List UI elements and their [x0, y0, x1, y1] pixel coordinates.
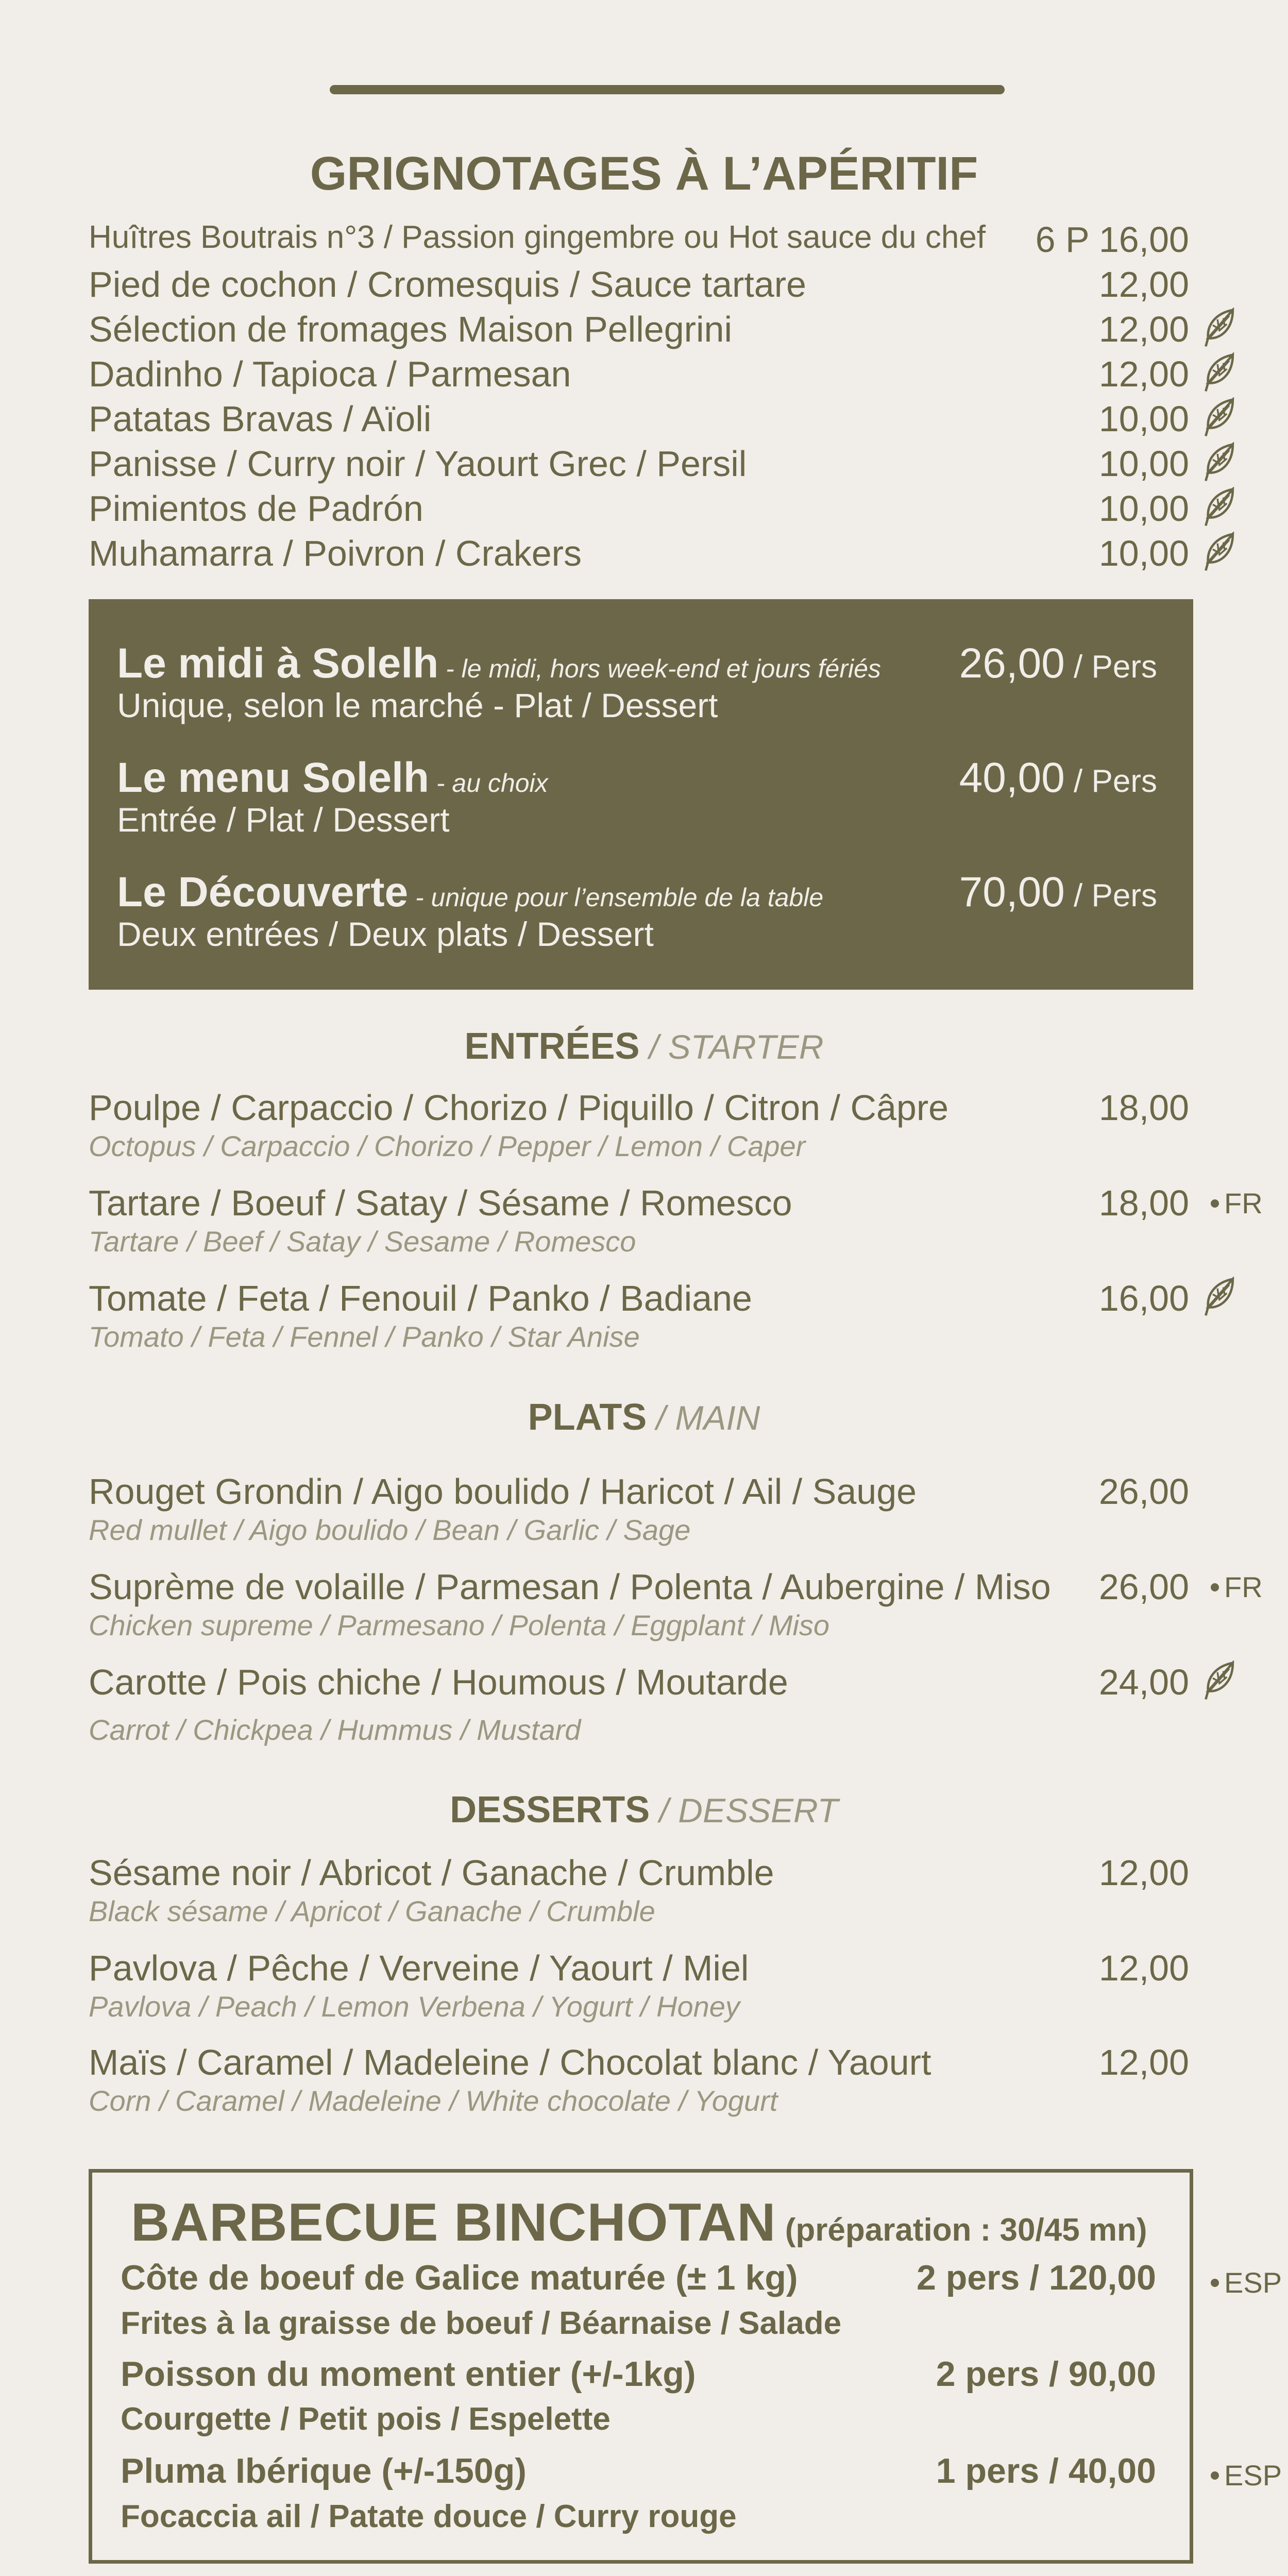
item-price: 12,00 — [1098, 354, 1189, 394]
item-name: Muhamarra / Poivron / Crakers — [89, 533, 582, 573]
aperitif-item — [89, 533, 1189, 579]
plats-item — [89, 1471, 1189, 1558]
item-name: Panisse / Curry noir / Yaourt Grec / Persil — [89, 444, 747, 484]
item-price: 12,00 — [1098, 264, 1189, 304]
menu-title: Le menu Solelh - au choix — [117, 754, 548, 801]
bbq-item-price: 1 pers / 40,00 — [936, 2451, 1156, 2490]
aperitif-item — [89, 398, 1189, 445]
item-price: 6 P 16,00 — [1035, 219, 1189, 260]
dish-price: 16,00 — [1098, 1278, 1189, 1318]
dish-name: Maïs / Caramel / Madeleine / Chocolat blanc / Yaourt — [89, 2042, 931, 2082]
vegetarian-leaf-icon — [1203, 442, 1239, 483]
item-name: Huîtres Boutrais n°3 / Passion gingembre ou Hot sauce du chef — [89, 219, 986, 255]
dish-price: 12,00 — [1098, 1853, 1189, 1893]
dish-name: Rouget Grondin / Aigo boulido / Haricot / Ail / Sauge — [89, 1471, 917, 1512]
bbq-item-name: Côte de boeuf de Galice maturée (± 1 kg) — [121, 2258, 798, 2297]
bbq-item-price: 2 pers / 120,00 — [916, 2258, 1156, 2297]
dish-name: Tomate / Feta / Fenouil / Panko / Badiane — [89, 1278, 752, 1318]
item-price: 10,00 — [1098, 444, 1189, 484]
origin-tag: FR — [1211, 1570, 1263, 1604]
aperitif-item — [89, 309, 1189, 355]
dish-name: Carotte / Pois chiche / Houmous / Moutarde — [89, 1662, 788, 1702]
aperitif-item — [89, 264, 1189, 310]
dish-translation: Red mullet / Aigo boulido / Bean / Garlic / Sage — [89, 1514, 691, 1546]
bbq-item-price: 2 pers / 90,00 — [936, 2354, 1156, 2394]
vegetarian-leaf-icon — [1203, 397, 1239, 438]
dish-translation: Octopus / Carpaccio / Chorizo / Pepper / Lemon / Caper — [89, 1130, 806, 1162]
aperitif-item — [89, 219, 1189, 265]
dish-name: Suprème de volaille / Parmesan / Polenta / Aubergine / Miso — [89, 1567, 1051, 1607]
plats-title: PLATS / MAIN — [528, 1397, 760, 1438]
dish-price: 12,00 — [1098, 1948, 1189, 1988]
dish-translation: Pavlova / Peach / Lemon Verbena / Yogurt / Honey — [89, 1990, 740, 2023]
dish-price: 26,00 — [1098, 1471, 1189, 1512]
bbq-item-name: Pluma Ibérique (+/-150g) — [121, 2451, 527, 2490]
bbq-item-sides: Focaccia ail / Patate douce / Curry rouge — [121, 2499, 737, 2534]
vegetarian-leaf-icon — [1203, 1660, 1239, 1702]
plats-item — [89, 1566, 1189, 1654]
entrees-item — [89, 1087, 1189, 1175]
dish-name: Sésame noir / Abricot / Ganache / Crumble — [89, 1853, 774, 1893]
item-price: 10,00 — [1098, 399, 1189, 439]
set-menus-panel — [89, 599, 1193, 990]
item-name: Pied de cochon / Cromesquis / Sauce tartare — [89, 264, 806, 304]
desserts-title: DESSERTS / DESSERT — [450, 1789, 838, 1831]
dish-translation: Tartare / Beef / Satay / Sesame / Romesco — [89, 1225, 636, 1258]
dish-price: 18,00 — [1098, 1183, 1189, 1223]
entrees-item — [89, 1278, 1189, 1365]
dish-translation: Carrot / Chickpea / Hummus / Mustard — [89, 1714, 581, 1746]
dish-name: Pavlova / Pêche / Verveine / Yaourt / Miel — [89, 1948, 749, 1988]
origin-tag: ESP — [1211, 2266, 1282, 2299]
menu-description: Deux entrées / Deux plats / Dessert — [117, 915, 654, 953]
menu-description: Unique, selon le marché - Plat / Dessert — [117, 686, 718, 724]
dish-price: 26,00 — [1098, 1567, 1189, 1607]
aperitif-item — [89, 443, 1189, 489]
desserts-item — [89, 1947, 1189, 2035]
plats-item — [89, 1662, 1189, 1749]
bbq-item-sides: Frites à la graisse de boeuf / Béarnaise / Salade — [121, 2306, 842, 2341]
desserts-item — [89, 1852, 1189, 1940]
item-price: 10,00 — [1098, 533, 1189, 573]
origin-tag: FR — [1211, 1187, 1263, 1220]
dish-translation: Corn / Caramel / Madeleine / White chocolate / Yogurt — [89, 2084, 778, 2117]
entrees-item — [89, 1182, 1189, 1270]
dish-translation: Black sésame / Apricot / Ganache / Crumble — [89, 1895, 655, 1927]
menu-price: 70,00 / Pers — [959, 869, 1157, 916]
dish-price: 12,00 — [1098, 2042, 1189, 2082]
item-price: 10,00 — [1098, 488, 1189, 529]
item-price: 12,00 — [1098, 309, 1189, 349]
item-name: Sélection de fromages Maison Pellegrini — [89, 309, 732, 349]
menu-title: Le midi à Solelh - le midi, hors week-end et jours fériés — [117, 640, 881, 687]
dish-translation: Tomato / Feta / Fennel / Panko / Star Anise — [89, 1320, 640, 1353]
menu-title: Le Découverte - unique pour l’ensemble de la table — [117, 869, 824, 916]
dish-price: 18,00 — [1098, 1088, 1189, 1128]
bbq-item-sides: Courgette / Petit pois / Espelette — [121, 2401, 611, 2437]
menu-description: Entrée / Plat / Dessert — [117, 801, 450, 839]
vegetarian-leaf-icon — [1203, 308, 1239, 349]
aperitif-item — [89, 488, 1189, 534]
top-divider — [330, 85, 1005, 94]
bbq-item-name: Poisson du moment entier (+/-1kg) — [121, 2354, 696, 2394]
menu-price: 40,00 / Pers — [959, 754, 1157, 801]
barbecue-title: BARBECUE BINCHOTAN (préparation : 30/45 mn) — [131, 2193, 1147, 2252]
desserts-item — [89, 2042, 1189, 2129]
barbecue-panel — [89, 2169, 1193, 2564]
vegetarian-leaf-icon — [1203, 352, 1239, 394]
dish-price: 24,00 — [1098, 1662, 1189, 1702]
aperitif-item — [89, 353, 1189, 400]
item-name: Pimientos de Padrón — [89, 488, 423, 529]
vegetarian-leaf-icon — [1203, 1277, 1239, 1318]
origin-tag: ESP — [1211, 2459, 1282, 2492]
aperitif-title: GRIGNOTAGES À L’APÉRITIF — [310, 147, 978, 200]
item-name: Patatas Bravas / Aïoli — [89, 399, 432, 439]
menu-price: 26,00 / Pers — [959, 640, 1157, 687]
vegetarian-leaf-icon — [1203, 487, 1239, 528]
vegetarian-leaf-icon — [1203, 532, 1239, 573]
dish-name: Poulpe / Carpaccio / Chorizo / Piquillo / Citron / Câpre — [89, 1088, 949, 1128]
item-name: Dadinho / Tapioca / Parmesan — [89, 354, 571, 394]
dish-translation: Chicken supreme / Parmesano / Polenta / Eggplant / Miso — [89, 1609, 830, 1641]
dish-name: Tartare / Boeuf / Satay / Sésame / Romesco — [89, 1183, 792, 1223]
entrees-title: ENTRÉES / STARTER — [464, 1026, 824, 1067]
